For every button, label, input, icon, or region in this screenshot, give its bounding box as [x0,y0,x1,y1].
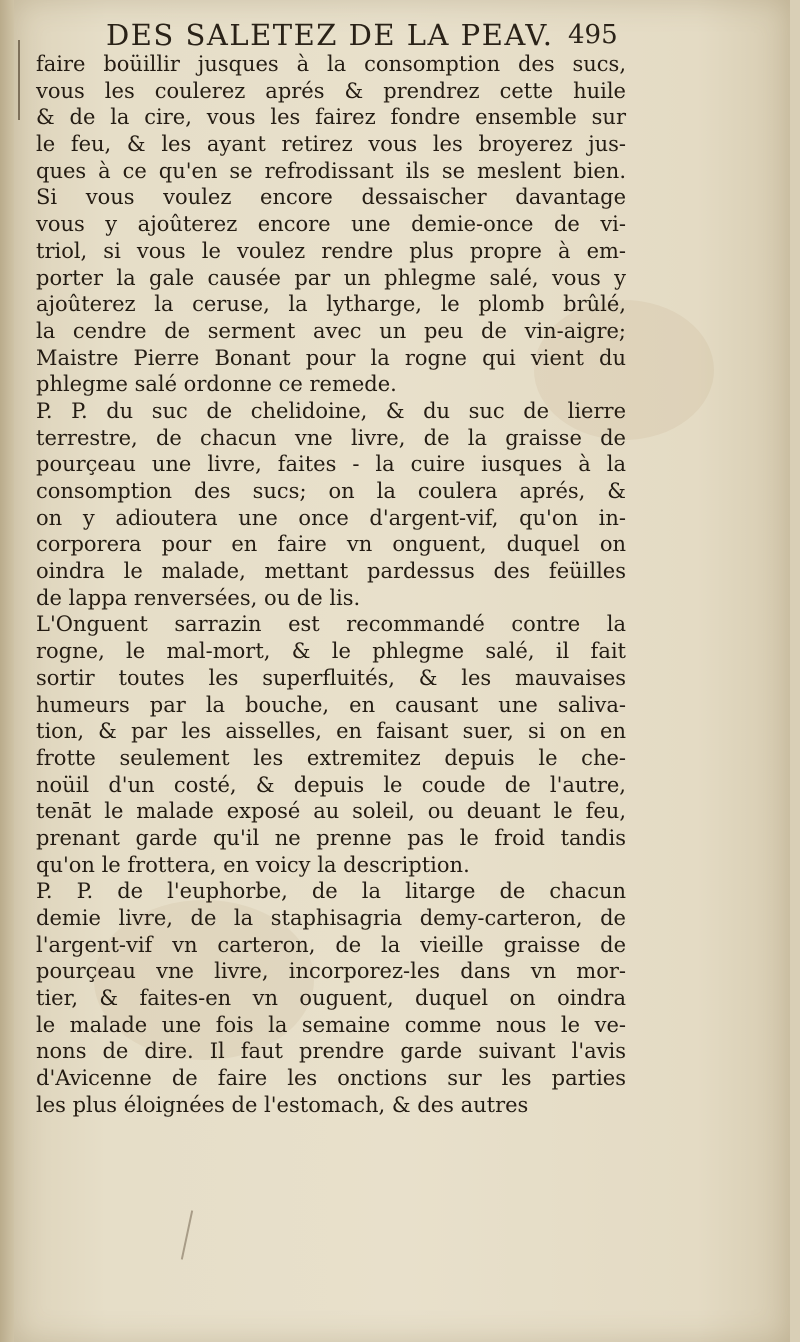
text-line: l'argent-vif vn carteron, de la vieille graisse de [36,932,626,957]
text-line: tion, & par les aisselles, en faisant suer, si on en [36,719,626,744]
text-line: porter la gale causée par un phlegme salé, vous y [36,265,626,290]
text-line: le feu, & les ayant retirez vous les broyerez jus- [36,132,626,157]
text-line: on y adioutera une once d'argent-vif, qu'on in- [36,505,626,530]
page-header [0,16,800,56]
page-number: 495 [568,20,618,50]
text-line: phlegme salé ordonne ce remede. [36,372,397,397]
text-line: & de la cire, vous les fairez fondre ensemble sur [36,105,626,130]
text-line: Maistre Pierre Bonant pour la rogne qui vient du [36,345,626,370]
running-title: DES SALETEZ DE LA PEAV. [106,18,554,52]
text-line: corporera pour en faire vn onguent, duquel on [36,532,626,557]
text-line: humeurs par la bouche, en causant une saliva- [36,692,626,717]
text-line: d'Avicenne de faire les onctions sur les parties [36,1066,626,1091]
text-line: pourçeau une livre, faites - la cuire iusques à la [36,452,626,477]
text-line: ajoûterez la ceruse, la lytharge, le plomb brûlé, [36,292,626,317]
text-line: demie livre, de la staphisagria demy-carteron, de [36,906,626,930]
text-line: vous les coulerez aprés & prendrez cette huile [36,78,626,103]
text-line: consomption des sucs; on la coulera aprés, & [36,479,626,503]
book-gutter-edge [0,0,14,1342]
text-line: vous y ajoûterez encore une demie-once de vi- [36,212,626,237]
text-line: qu'on le frottera, en voicy la description. [36,852,470,877]
text-line: la cendre de serment avec un peu de vin-aigre; [36,318,626,343]
text-line: P. P. du suc de chelidoine, & du suc de lierre [36,398,626,423]
text-line: rogne, le mal-mort, & le phlegme salé, il fait [36,639,626,664]
text-line: terrestre, de chacun vne livre, de la graisse de [36,425,626,450]
text-line: frotte seulement les extremitez depuis le che- [36,745,626,770]
text-line: noüil d'un costé, & depuis le coude de l'autre, [36,772,626,797]
text-line: tier, & faites-en vn ouguent, duquel on oindra [36,986,626,1011]
text-line: pourçeau vne livre, incorporez-les dans vn mor- [36,959,626,984]
text-line: L'Onguent sarrazin est recommandé contre la [36,612,626,637]
text-line: tenāt le malade exposé au soleil, ou deuant le feu, [36,799,626,824]
body-text [36,51,626,1119]
text-line: nons de dire. Il faut prendre garde suivant l'avis [36,1039,626,1064]
text-line: oindra le malade, mettant pardessus des feüilles [36,559,626,584]
text-line: sortir toutes les superfluités, & les mauvaises [36,665,626,690]
text-line: de lappa renversées, ou de lis. [36,585,361,610]
text-line: triol, si vous le voulez rendre plus propre à em- [36,238,626,263]
text-line: faire boüillir jusques à la consomption des sucs, [36,52,626,76]
text-line: Si vous voulez encore dessaischer davantage [36,185,626,210]
text-line: P. P. de l'euphorbe, de la litarge de chacun [36,879,626,904]
text-line: ques à ce qu'en se refrodissant ils se meslent bien. [36,158,626,183]
text-line: le malade une fois la semaine comme nous le ve- [36,1012,626,1037]
text-line: les plus éloignées de l'estomach, & des autres [36,1092,529,1117]
text-line: prenant garde qu'il ne prenne pas le froid tandis [36,825,626,850]
